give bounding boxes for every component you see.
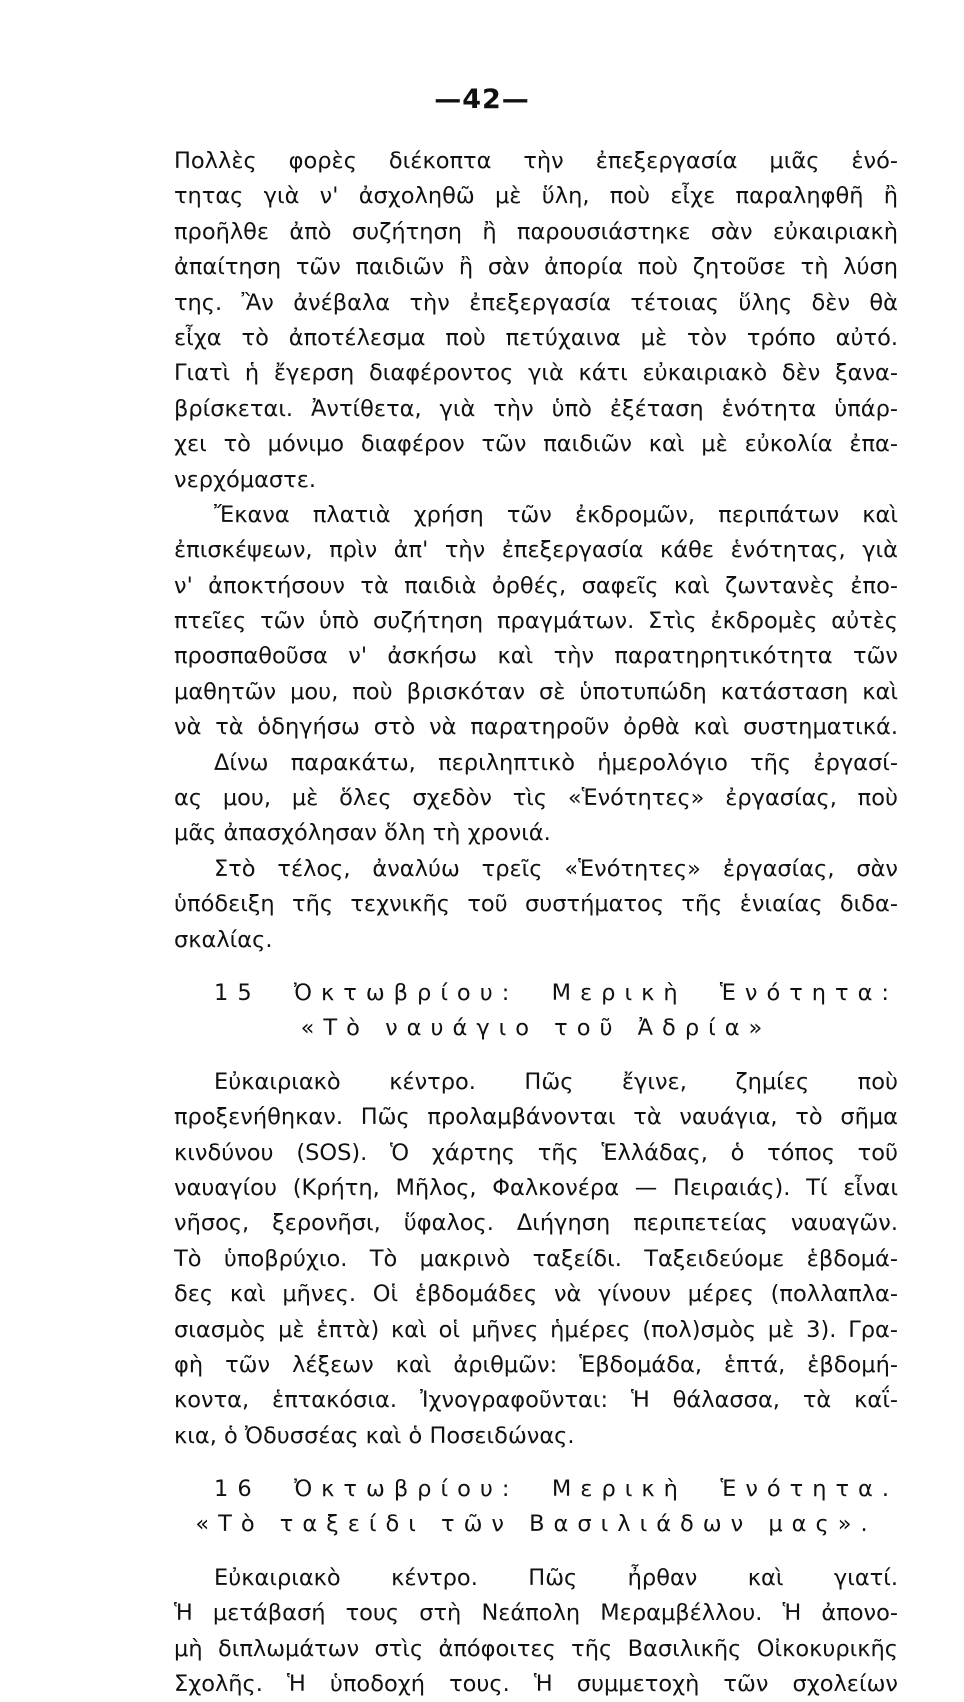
text-line: Δίνω παρακάτω, περιληπτικὸ ἡμερολόγιο τῆς ἐργασί-	[214, 749, 898, 776]
text-line: ἀπαίτηση τῶν παιδιῶν ἢ σὰν ἀπορία ποὺ ζητοῦσε τὴ λύση	[174, 254, 898, 281]
text-line: Γιατὶ ἡ ἔγερση διαφέροντος γιὰ κάτι εὐκαιριακὸ δὲν ξανα-	[174, 360, 898, 387]
text-line: νῆσος, ξερονῆσι, ὕφαλος. Διήγηση περιπετείας ναυαγῶν.	[174, 1210, 898, 1237]
text-line: τητας γιὰ ν' ἀσχοληθῶ μὲ ὕλη, ποὺ εἶχε παραληφθῆ ἢ	[174, 183, 898, 210]
text-line: ας μου, μὲ ὅλες σχεδὸν τὶς «Ἑνότητες» ἐργασίας, ποὺ	[174, 785, 898, 812]
text-line: ἐπισκέψεων, πρὶν ἀπ' τὴν ἐπεξεργασία κάθε ἑνότητας, γιὰ	[174, 537, 898, 564]
text-line: Ἡ μετάβασή τους στὴ Νεάπολη Μεραμβέλλου. Ἡ ἀπονο-	[174, 1600, 898, 1627]
spacer	[174, 958, 898, 976]
body-text	[174, 144, 898, 1702]
text-line: «Τὸ ταξείδι τῶν Βασιλιάδων μας».	[195, 1511, 877, 1538]
text-line: φὴ τῶν λέξεων καὶ ἀριθμῶν: Ἑβδομάδα, ἑπτά, ἑβδομή-	[174, 1351, 898, 1378]
spacer	[174, 1047, 898, 1065]
text-line: προῆλθε ἀπὸ συζήτηση ἢ παρουσιάστηκε σὰν εὐκαιριακὴ	[174, 218, 898, 245]
text-line: προξενήθηκαν. Πῶς προλαμβάνονται τὰ ναυάγια, τὸ σῆμα	[174, 1104, 898, 1131]
text-line: Εὐκαιριακὸ κέντρο. Πῶς ἔγινε, ζημίες ποὺ	[214, 1068, 898, 1095]
text-line: προσπαθοῦσα ν' ἀσκήσω καὶ τὴν παρατηρητικότητα τῶν	[174, 643, 898, 670]
text-line: νερχόμαστε.	[174, 466, 317, 493]
text-line: κια, ὁ Ὀδυσσέας καὶ ὁ Ποσειδώνας.	[174, 1422, 575, 1449]
spacer	[174, 1454, 898, 1472]
text-line: εἶχα τὸ ἀποτέλεσμα ποὺ πετύχαινα μὲ τὸν τρόπο αὐτό.	[174, 324, 898, 351]
text-line: 15 Ὀκτωβρίου: Μερικὴ Ἑνότητα:	[214, 979, 898, 1006]
text-line: 16 Ὀκτωβρίου: Μερικὴ Ἑνότητα.	[214, 1476, 898, 1503]
text-line: Εὐκαιριακὸ κέντρο. Πῶς ἦρθαν καὶ γιατί.	[214, 1564, 898, 1591]
text-line: μᾶς ἀπασχόλησαν ὅλη τὴ χρονιά.	[174, 820, 551, 847]
text-line: της. Ἂν ἀνέβαλα τὴν ἐπεξεργασία τέτοιας ὕλης δὲν θὰ	[174, 289, 898, 316]
text-line: κοντα, ἑπτακόσια. Ἰχνογραφοῦνται: Ἡ θάλασσα, τὰ καΐ-	[174, 1387, 898, 1414]
text-line: «Τὸ ναυάγιο τοῦ Ἀδρία»	[300, 1015, 772, 1042]
text-line: σκαλίας.	[174, 926, 273, 953]
page-number: —42—	[434, 84, 530, 115]
text-line: ὑπόδειξη τῆς τεχνικῆς τοῦ συστήματος τῆς ἑνιαίας διδα-	[174, 891, 898, 918]
text-line: πτεῖες τῶν ὑπὸ συζήτηση πραγμάτων. Στὶς ἐκδρομὲς αὐτὲς	[174, 608, 898, 635]
text-line: χει τὸ μόνιμο διαφέρον τῶν παιδιῶν καὶ μὲ εὐκολία ἐπα-	[174, 431, 898, 458]
text-line: Ἔκανα πλατιὰ χρήση τῶν ἐκδρομῶν, περιπάτων καὶ	[214, 501, 898, 528]
text-line: ν' ἀποκτήσουν τὰ παιδιὰ ὀρθές, σαφεῖς καὶ ζωντανὲς ἐπο-	[174, 572, 898, 599]
text-line: μὴ διπλωμάτων στὶς ἀπόφοιτες τῆς Βασιλικῆς Οἰκοκυρικῆς	[174, 1635, 898, 1662]
text-line: μαθητῶν μου, ποὺ βρισκόταν σὲ ὑποτυπώδη κατάσταση καὶ	[174, 678, 898, 705]
spacer	[174, 1543, 898, 1561]
text-line: κινδύνου (SOS). Ὁ χάρτης τῆς Ἑλλάδας, ὁ τόπος τοῦ	[174, 1139, 898, 1166]
text-line: δες καὶ μῆνες. Οἱ ἑβδομάδες νὰ γίνουν μέρες (πολλαπλα-	[174, 1281, 898, 1308]
text-line: Πολλὲς φορὲς διέκοπτα τὴν ἐπεξεργασία μιᾶς ἑνό-	[174, 148, 898, 174]
text-line: ναυαγίου (Κρήτη, Μῆλος, Φαλκονέρα — Πειραιάς). Τί εἶναι	[174, 1174, 898, 1201]
text-line: Σχολῆς. Ἡ ὑποδοχή τους. Ἡ συμμετοχὴ τῶν σχολείων	[174, 1671, 898, 1698]
text-line: βρίσκεται. Ἀντίθετα, γιὰ τὴν ὑπὸ ἐξέταση ἑνότητα ὑπάρ-	[174, 395, 898, 422]
text-line: σιασμὸς μὲ ἑπτὰ) καὶ οἱ μῆνες ἡμέρες (πολ)σμὸς μὲ 3). Γρα-	[174, 1316, 898, 1343]
text-line: νὰ τὰ ὁδηγήσω στὸ νὰ παρατηροῦν ὀρθὰ καὶ συστηματικά.	[174, 714, 898, 741]
text-line: Τὸ ὑποβρύχιο. Τὸ μακρινὸ ταξείδι. Ταξειδεύομε ἑβδομά-	[174, 1245, 898, 1272]
text-line: Στὸ τέλος, ἀναλύω τρεῖς «Ἑνότητες» ἐργασίας, σὰν	[214, 855, 898, 882]
